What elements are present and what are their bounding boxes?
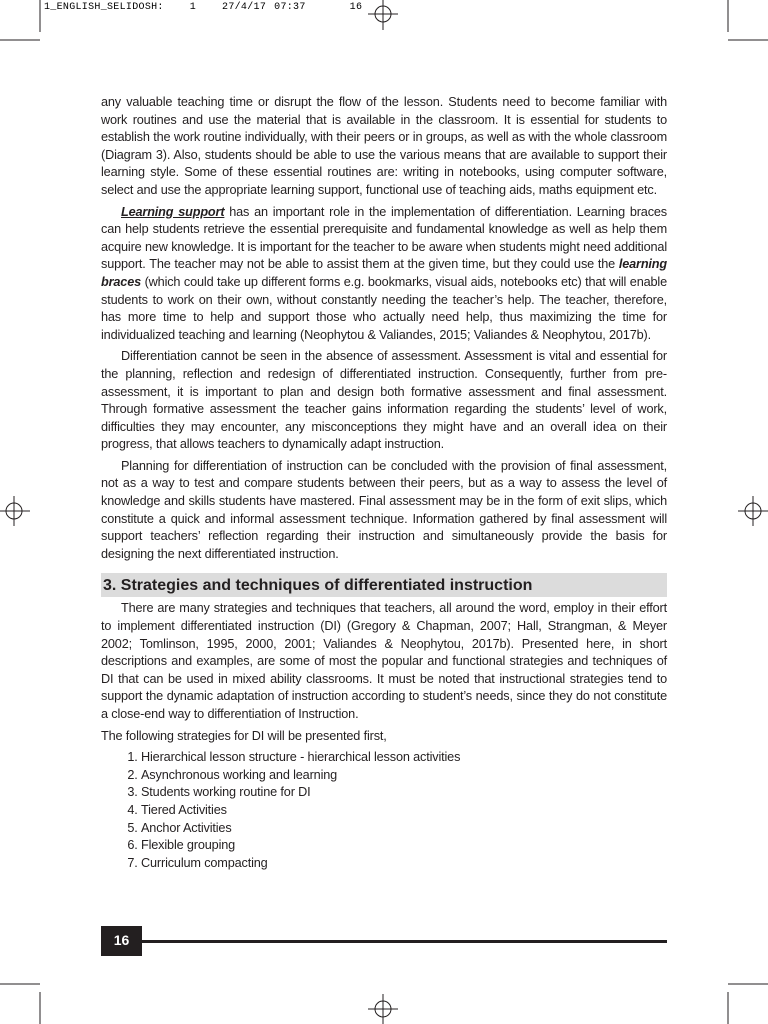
registration-mark-left — [0, 496, 30, 526]
strategy-list — [101, 749, 667, 872]
paragraph-learning-support: Learning support has an important role in the implementation of differentiation. Learning braces can help students retrieve the essential prerequisite and fundamental knowledge as well as help them acquire new knowledge. It is important for the teacher to be aware when students might need additional support. The teacher may not be able to assist them at the given time, but they could use the learning braces (which could take up different forms e.g. bookmarks, visual aids, notebooks etc) that will enable students to work on their own, without constantly needing the teacher’s help. The teacher, therefore, has more time to help and support those who actually need help, thus maximizing the time for individualized teaching and learning (Neophytou & Valiandes, 2015; Valiandes & Neophytou, 2017b). — [101, 204, 667, 342]
list-item: 7. Curriculum compacting — [141, 855, 667, 873]
list-item: 3. Students working routine for DI — [141, 784, 667, 802]
main-text — [101, 94, 667, 872]
list-item: 1. Hierarchical lesson structure - hierarchical lesson activities — [141, 749, 667, 767]
paragraph-routines: any valuable teaching time or disrupt the flow of the lesson. Students need to become familiar with work routines and use the material that is available in the classroom. It is essential for students to establish the work routine individually, with their peers or in groups, as well as with the whole classroom (Diagram 3). Also, students should be able to use the various means that are available to support their learning style. Some of these essential routines are: writing in notebooks, using computer software, select and use the appropriate learning support, functional use of teaching aids, maths equipment etc. — [101, 95, 667, 197]
paragraph-strategies: There are many strategies and techniques that teachers, all around the word, employ in their effort to implement differentiated instruction (DI) (Gregory & Chapman, 2007; Hall, Strangman, & Meyer 2002; Tomlinson, 1995, 2000, 2001; Valiandes & Neophytou, 2017b). Presented here, in short descriptions and examples, are some of most the popular and functional strategies and techniques of DI that can be used in mixed ability classrooms. It must be noted that instructional strategies tend to support the dynamic adaptation of instruction according to student’s needs, since they do not constitute a close-end way to differentiation of Instruction. — [101, 601, 667, 721]
slug-pass: 1 — [189, 2, 197, 13]
term-learning-support: Learning support — [121, 204, 225, 219]
slug-file: 1_ENGLISH_SELIDOSH: — [44, 2, 164, 13]
paragraph-final-assessment: Planning for differentiation of instruction can be concluded with the provision of final assessment, not as a way to test and compare students between their peers, but as a way to assess the level of knowledge and skills students have mastered. Final assessment may be in the form of exit slips, which constitute a quick and informal assessment technique. Information gathered by final assessment will support teachers’ reflection regarding their instruction and simultaneously provide the basis for designing the next differentiated instruction. — [101, 458, 667, 561]
list-intro: The following strategies for DI will be presented first, — [101, 728, 387, 743]
registration-mark-top — [368, 0, 398, 30]
footer-rule — [142, 940, 667, 943]
list-item: 5. Anchor Activities — [141, 820, 667, 838]
term-learning-braces: learning braces — [101, 257, 667, 289]
slug-time: 07:37 — [274, 2, 306, 13]
list-item: 4. Tiered Activities — [141, 802, 667, 820]
page-number: 16 — [101, 926, 142, 956]
registration-mark-bottom — [368, 994, 398, 1024]
slug-date: 27/4/17 — [222, 2, 267, 13]
registration-mark-right — [738, 496, 768, 526]
list-item: 2. Asynchronous working and learning — [141, 767, 667, 785]
section-heading: 3. Strategies and techniques of differentiated instruction — [101, 573, 667, 597]
paragraph-assessment: Differentiation cannot be seen in the absence of assessment. Assessment is vital and essential for the planning, reflection and redesign of differentiated instruction. Consequently, further from pre-assessment, it is important to plan and design both formative assessment and final assessment. Through formative assessment the teacher gains information regarding the students’ level of work, difficulties they may encounter, any misconceptions they might have and an overall idea on their progress, that allows teachers to dynamically adapt instruction. — [101, 349, 667, 452]
slug-sheet: 16 — [349, 2, 363, 13]
list-item: 6. Flexible grouping — [141, 837, 667, 855]
